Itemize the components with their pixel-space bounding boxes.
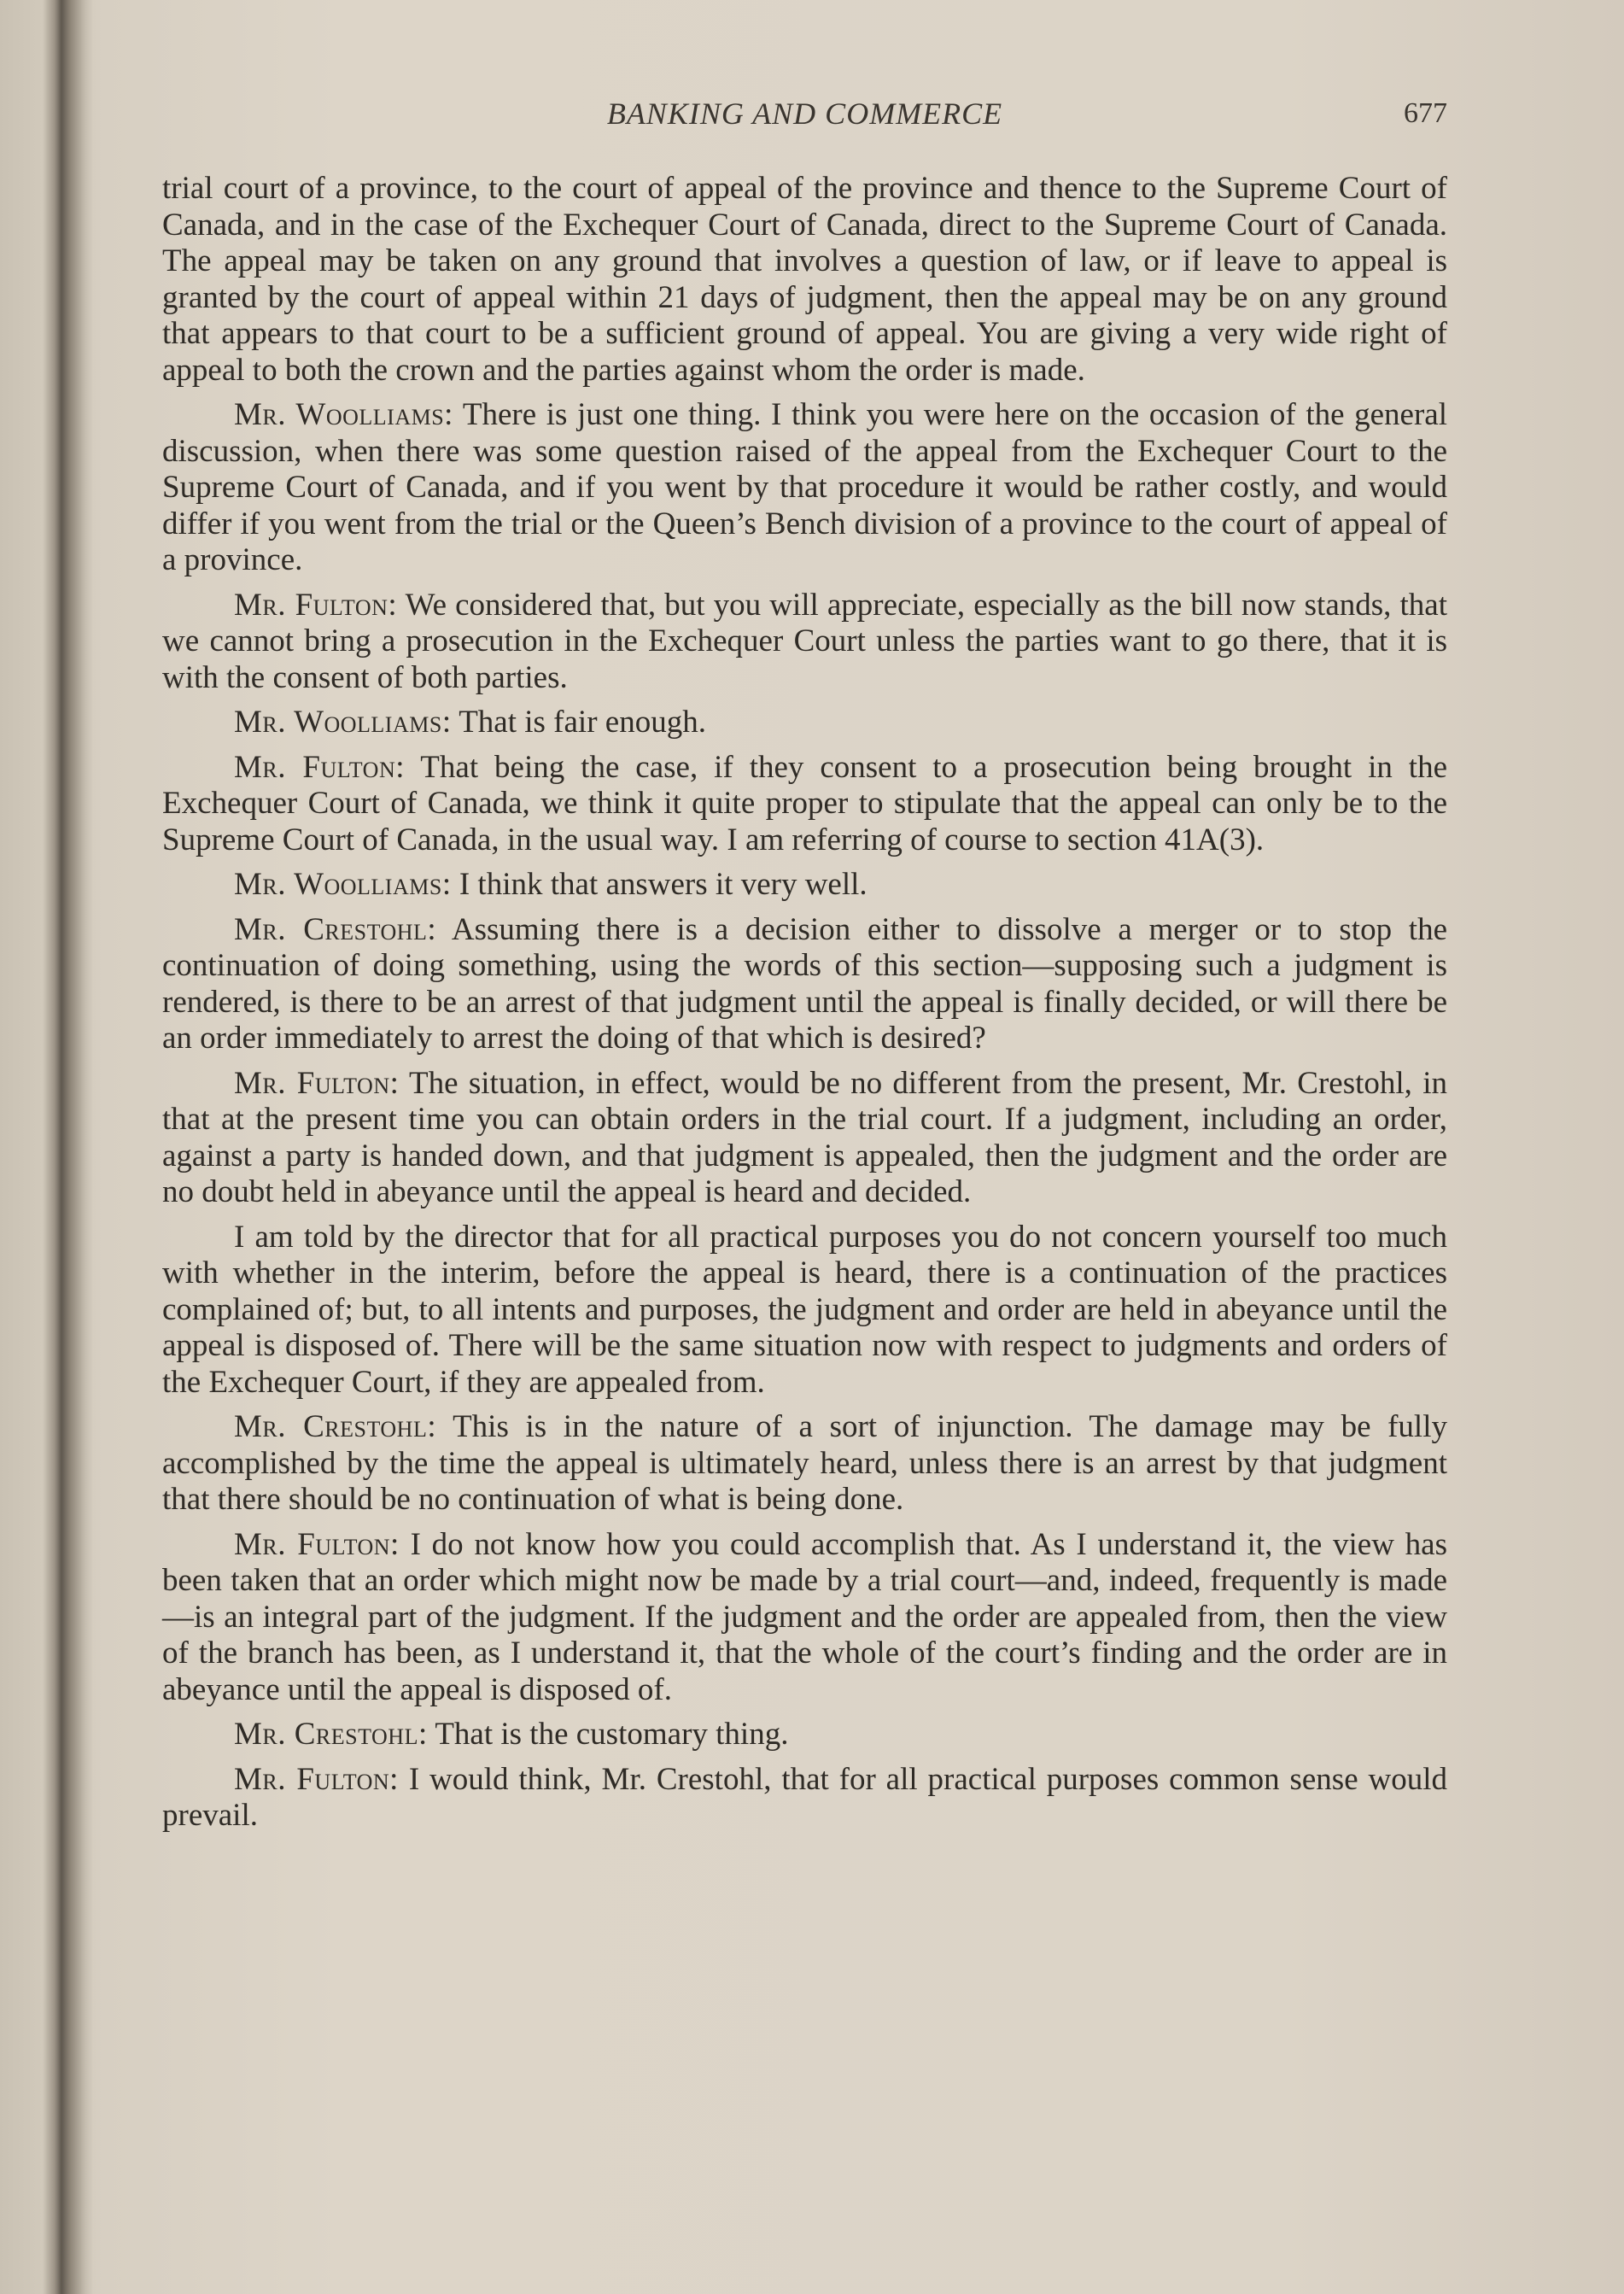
paragraph [162,750,1447,859]
paragraph-text: I do not know how you could accomplish that. As I understand it, the view has been taken that an order which might now be made by a trial court—and, indeed, frequently is made—is an integral part of the judgment. If the judgment and the order are appealed from, then the view of the branch has been, as I understand it, that the whole of the court’s finding and the order are in abeyance until the appeal is disposed of. [162,1526,1448,1707]
paragraph-text: I would think, Mr. Crestohl, that for all practical purposes common sense would prevail. [162,1761,1447,1833]
speaker-name: Mr. Crestohl: [234,1717,428,1752]
paragraph [162,705,1447,741]
page-number: 677 [1404,97,1447,129]
paragraph-text: trial court of a province, to the court of appeal of the province and thence to the Supreme Court of Canada, and in the case of the Exchequer Court of Canada, direct to the Supreme Court of Canada. The appeal may be taken on any ground that involves a question of law, or if leave to appeal is granted by the court of appeal within 21 days of judgment, then the appeal may be on any ground that appears to that court to be a sufficient ground of appeal. You are giving a very wide right of appeal to both the crown and the parties against whom the order is made. [162,171,1447,388]
paragraph-text: That is the customary thing. [435,1717,789,1752]
speaker-name: Mr. Fulton: [234,1526,400,1562]
paragraph [162,1717,1447,1753]
speaker-name: Mr. Woolliams: [234,705,452,740]
speaker-name: Mr. Fulton: [234,1065,400,1101]
speaker-name: Mr. Crestohl: [234,1409,437,1444]
paragraph [162,1762,1447,1835]
speaker-name: Mr. Crestohl: [234,911,437,947]
paragraph-text: This is in the nature of a sort of injunction. The damage may be fully accomplished by the time the appeal is ultimately heard, unless there is an arrest by that judgment that there should be no continuation of what is being done. [162,1409,1447,1517]
paragraph [162,1220,1447,1402]
running-header [162,96,1447,138]
paragraph-text: The situation, in effect, would be no different from the present, Mr. Crestohl, in that at the present time you can obtain orders in the trial court. If a judgment, including an order, against a party is handed down, and that judgment is appealed, then the judgment and the order are no doubt held in abeyance until the appeal is heard and decided. [162,1065,1447,1209]
speaker-name: Mr. Woolliams: [234,867,452,902]
book-gutter [0,0,94,2294]
paragraph-text: I think that answers it very well. [459,867,867,902]
paragraph [162,1527,1447,1709]
paragraph-text: We considered that, but you will appreciate, especially as the bill now stands, that we cannot bring a prosecution in the Exchequer Court unless the parties want to go there, that it is with the consent of both parties. [162,587,1447,695]
paragraph [162,1066,1447,1211]
speaker-name: Mr. Woolliams: [234,397,453,432]
paragraph-text: There is just one thing. I think you were here on the occasion of the general discussion, when there was some question raised of the appeal from the Exchequer Court to the Supreme Court of Canada, and if you went by that procedure it would be rather costly, and would differ if you went from the trial or the Queen’s Bench division of a province to the court of appeal of a province. [162,397,1447,577]
paragraph [162,1409,1447,1519]
speaker-name: Mr. Fulton: [234,587,398,623]
paragraph [162,588,1447,697]
paragraph-text: I am told by the director that for all practical purposes you do not concern yourself too much with whether in the interim, before the appeal is heard, there is a continuation of the practices complained of; but, to all intents and purposes, the judgment and order are held in abeyance until the appeal is disposed of. There will be the same situation now with respect to judgments and orders of the Exchequer Court, if they are appealed from. [162,1219,1447,1400]
paragraph-text: Assuming there is a decision either to dissolve a merger or to stop the continuation of doing something, using the words of this section—supposing such a judgment is rendered, is there to be an arrest of that judgment until the appeal is finally decided, or will there be an order immediately to arrest the doing of that which is desired? [162,911,1447,1056]
speaker-name: Mr. Fulton: [234,1761,399,1797]
running-title: BANKING AND COMMERCE [606,97,1003,131]
paragraph [162,397,1447,579]
transcript-body [162,171,1447,1843]
paragraph [162,867,1447,904]
paragraph-text: That is fair enough. [459,705,706,740]
paragraph [162,912,1447,1057]
speaker-name: Mr. Fulton: [234,749,406,785]
paragraph [162,171,1447,389]
paragraph-text: That being the case, if they consent to a prosecution being brought in the Exchequer Court of Canada, we think it quite proper to stipulate that the appeal can only be to the Supreme Court of Canada, in the usual way. I am referring of course to section 41A(3). [162,749,1447,857]
